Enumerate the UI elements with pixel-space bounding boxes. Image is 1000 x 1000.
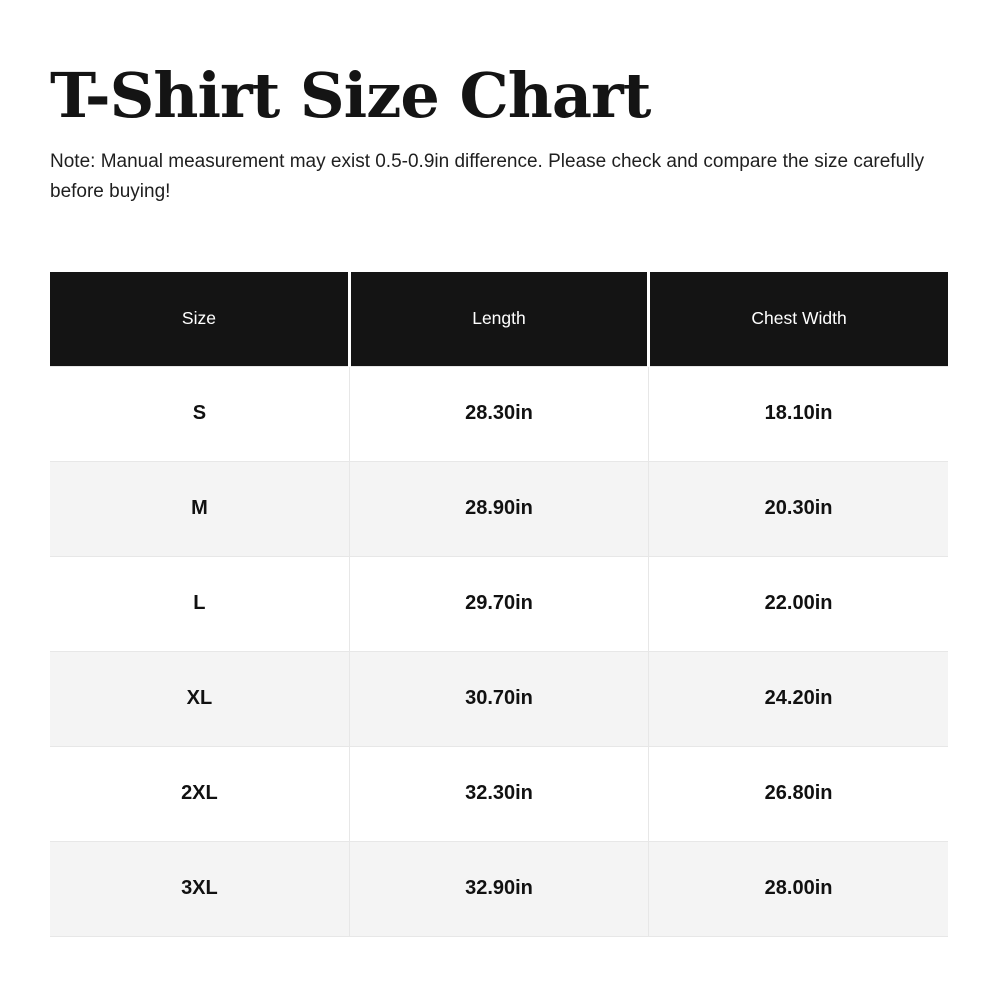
measurement-note: Note: Manual measurement may exist 0.5-0.9in difference. Please check and compare the size carefully before buying! bbox=[50, 151, 925, 202]
cell-size: XL bbox=[50, 651, 349, 746]
cell-length: 30.70in bbox=[349, 651, 648, 746]
cell-length: 28.30in bbox=[349, 366, 648, 461]
column-header-chest-width: Chest Width bbox=[649, 272, 948, 366]
cell-length: 32.90in bbox=[349, 841, 648, 936]
cell-chest-width: 20.30in bbox=[649, 461, 948, 556]
cell-length: 29.70in bbox=[349, 556, 648, 651]
cell-chest-width: 22.00in bbox=[649, 556, 948, 651]
cell-size: M bbox=[50, 461, 349, 556]
size-chart-table bbox=[50, 272, 948, 937]
cell-chest-width: 24.20in bbox=[649, 651, 948, 746]
table-row-3xl bbox=[50, 841, 948, 936]
column-header-length: Length bbox=[349, 272, 648, 366]
cell-chest-width: 26.80in bbox=[649, 746, 948, 841]
cell-size: L bbox=[50, 556, 349, 651]
cell-size: S bbox=[50, 366, 349, 461]
cell-size: 2XL bbox=[50, 746, 349, 841]
table-row-l bbox=[50, 556, 948, 651]
table-row-2xl bbox=[50, 746, 948, 841]
table-row-m bbox=[50, 461, 948, 556]
size-chart-page bbox=[50, 0, 950, 937]
table-row-s bbox=[50, 366, 948, 461]
cell-chest-width: 28.00in bbox=[649, 841, 948, 936]
page-title: T-Shirt Size Chart bbox=[50, 59, 651, 132]
table-row-xl bbox=[50, 651, 948, 746]
column-header-size: Size bbox=[50, 272, 349, 366]
cell-chest-width: 18.10in bbox=[649, 366, 948, 461]
table-header-row bbox=[50, 272, 948, 366]
cell-length: 28.90in bbox=[349, 461, 648, 556]
cell-length: 32.30in bbox=[349, 746, 648, 841]
cell-size: 3XL bbox=[50, 841, 349, 936]
